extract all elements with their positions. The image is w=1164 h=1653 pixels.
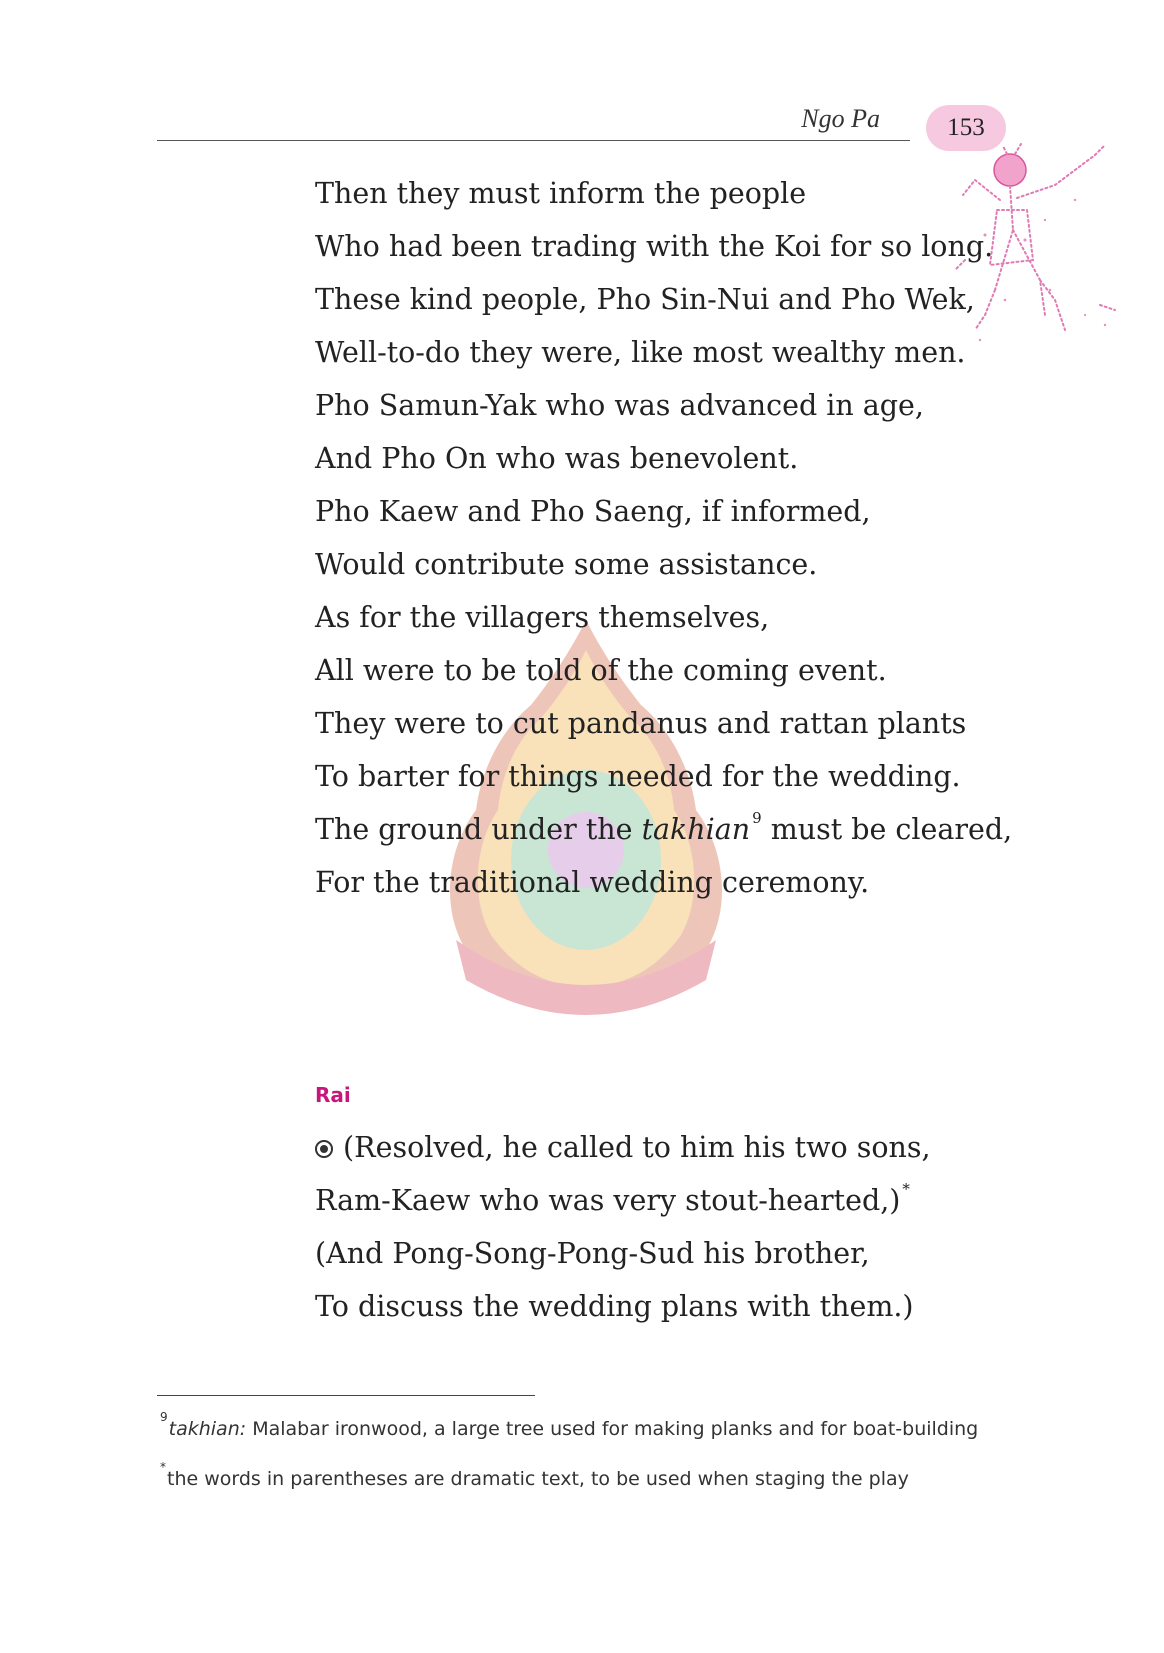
verse-line: Who had been trading with the Koi for so long. [315, 230, 994, 263]
verse-line: To discuss the wedding plans with them.) [315, 1290, 914, 1323]
verse-line: Pho Kaew and Pho Saeng, if informed, [315, 495, 871, 528]
term-takhian: takhian [641, 813, 751, 846]
footnote-asterisk [160, 1460, 909, 1490]
verse-line: All were to be told of the coming event. [315, 654, 887, 687]
bullet-circle-icon [315, 1140, 333, 1158]
verse-line: For the traditional wedding ceremony. [315, 866, 870, 899]
verse-line: And Pho On who was benevolent. [315, 442, 799, 475]
verse-line-with-footnote [315, 809, 1013, 846]
verse-line: (And Pong-Song-Pong-Sud his brother, [315, 1237, 870, 1270]
footnote-mark: 9 [160, 1410, 168, 1424]
footnote-text: Malabar ironwood, a large tree used for making planks and for boat-building [246, 1418, 979, 1440]
verse-line: To barter for things needed for the wedding. [315, 760, 961, 793]
verse-text: The ground under the [315, 813, 642, 846]
verse-text: must be cleared, [761, 813, 1013, 846]
footnote-ref[interactable]: * [902, 1180, 910, 1198]
header-rule [157, 140, 910, 141]
page-number-badge: 153 [926, 105, 1006, 151]
verse-line: These kind people, Pho Sin-Nui and Pho Wek, [315, 283, 975, 316]
verse-line: Well-to-do they were, like most wealthy men. [315, 336, 966, 369]
verse-line [315, 1180, 910, 1217]
footnote-9 [160, 1410, 979, 1440]
verse-line [315, 1131, 931, 1164]
verse-text: Ram-Kaew who was very stout-hearted,) [315, 1184, 901, 1217]
footnote-term: takhian: [168, 1418, 247, 1440]
verse-line: Pho Samun-Yak who was advanced in age, [315, 389, 924, 422]
footnote-text: the words in parentheses are dramatic text, to be used when staging the play [167, 1468, 909, 1490]
footnote-rule [157, 1395, 535, 1396]
verse-line: Then they must inform the people [315, 177, 807, 210]
verse-text: (Resolved, he called to him his two sons, [343, 1131, 931, 1164]
verse-line: As for the villagers themselves, [315, 601, 770, 634]
verse-line: Would contribute some assistance. [315, 548, 818, 581]
footnote-mark: * [160, 1460, 166, 1474]
verse-line: They were to cut pandanus and rattan plants [315, 707, 967, 740]
section-label: Rai [315, 1083, 351, 1107]
running-title: Ngo Pa [801, 104, 880, 133]
footnote-ref[interactable]: 9 [752, 809, 762, 827]
